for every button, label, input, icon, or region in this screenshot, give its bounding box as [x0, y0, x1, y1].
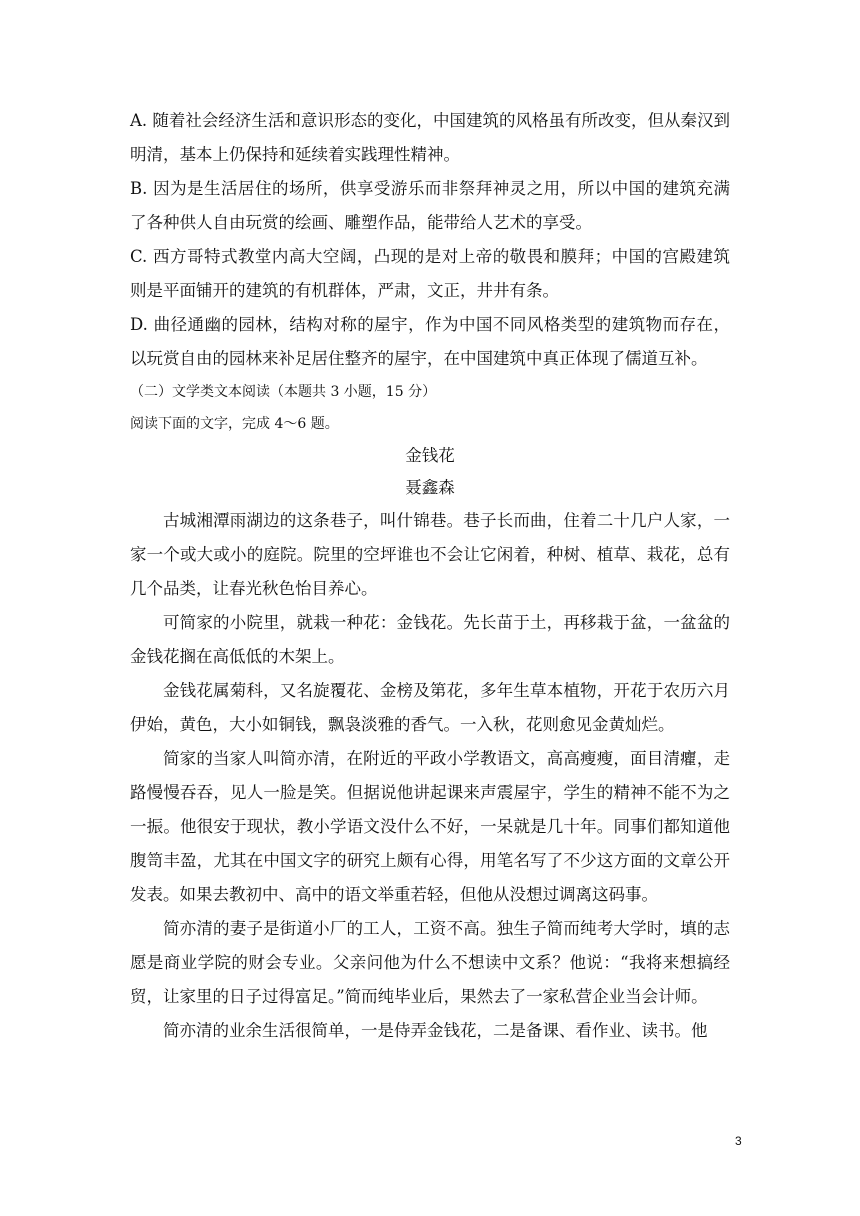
option-b: B. 因为是生活居住的场所，供享受游乐而非祭拜神灵之用，所以中国的建筑充满了各种供人自由玩赏的绘画、雕塑作品，能带给人艺术的享受。: [130, 179, 730, 232]
page-content: [130, 104, 730, 1048]
story-paragraph: 简亦清的业余生活很简单，一是侍弄金钱花，二是备课、看作业、读书。他: [163, 1021, 708, 1040]
option-c: C. 西方哥特式教堂内高大空阔，凸现的是对上帝的敬畏和膜拜；中国的宫殿建筑则是平面铺开的建筑的有机群体，严肃，文正，井井有条。: [130, 247, 730, 300]
option-a: A. 随着社会经济生活和意识形态的变化，中国建筑的风格虽有所改变，但从秦汉到明清，基本上仍保持和延续着实践理性精神。: [130, 111, 730, 164]
story-title: 金钱花: [405, 446, 455, 465]
story-paragraph: 可简家的小院里，就栽一种花：金钱花。先长苗于土，再移栽于盆，一盆盆的金钱花搁在高低低的木架上。: [130, 613, 730, 666]
story-paragraph: 古城湘潭雨湖边的这条巷子，叫什锦巷。巷子长而曲，住着二十几户人家，一家一个或大或小的庭院。院里的空坪谁也不会让它闲着，种树、植草、栽花，总有几个品类，让春光秋色怡目养心。: [130, 511, 730, 598]
story-paragraph: 简亦清的妻子是街道小厂的工人，工资不高。独生子简而纯考大学时，填的志愿是商业学院的财会专业。父亲问他为什么不想读中文系？他说：“我将来想搞经贸，让家里的日子过得富足。”简而纯毕业后，果然去了一家私营企业当会计师。: [130, 919, 730, 1006]
section-heading: （二）文学类文本阅读（本题共 3 小题，15 分）: [130, 384, 437, 400]
section-instruction: 阅读下面的文字，完成 4～6 题。: [130, 416, 339, 432]
story-paragraph: 简家的当家人叫简亦清，在附近的平政小学教语文，高高瘦瘦，面目清癯，走路慢慢吞吞，见人一脸是笑。但据说他讲起课来声震屋宇，学生的精神不能不为之一振。他很安于现状，教小学语文没什么不好，一呆就是几十年。同事们都知道他腹笥丰盈，尤其在中国文字的研究上颇有心得，用笔名写了不少这方面的文章公开发表。如果去教初中、高中的语文举重若轻，但他从没想过调离这码事。: [130, 749, 730, 904]
option-d: D. 曲径通幽的园林，结构对称的屋宇，作为中国不同风格类型的建筑物而存在，以玩赏自由的园林来补足居住整齐的屋宇，在中国建筑中真正体现了儒道互补。: [130, 315, 730, 368]
story-paragraph: 金钱花属菊科，又名旋覆花、金榜及第花，多年生草本植物，开花于农历六月伊始，黄色，大小如铜钱，飘袅淡雅的香气。一入秋，花则愈见金黄灿烂。: [130, 681, 730, 734]
story-author: 聂鑫森: [405, 478, 455, 497]
page-number: 3: [735, 1134, 742, 1148]
